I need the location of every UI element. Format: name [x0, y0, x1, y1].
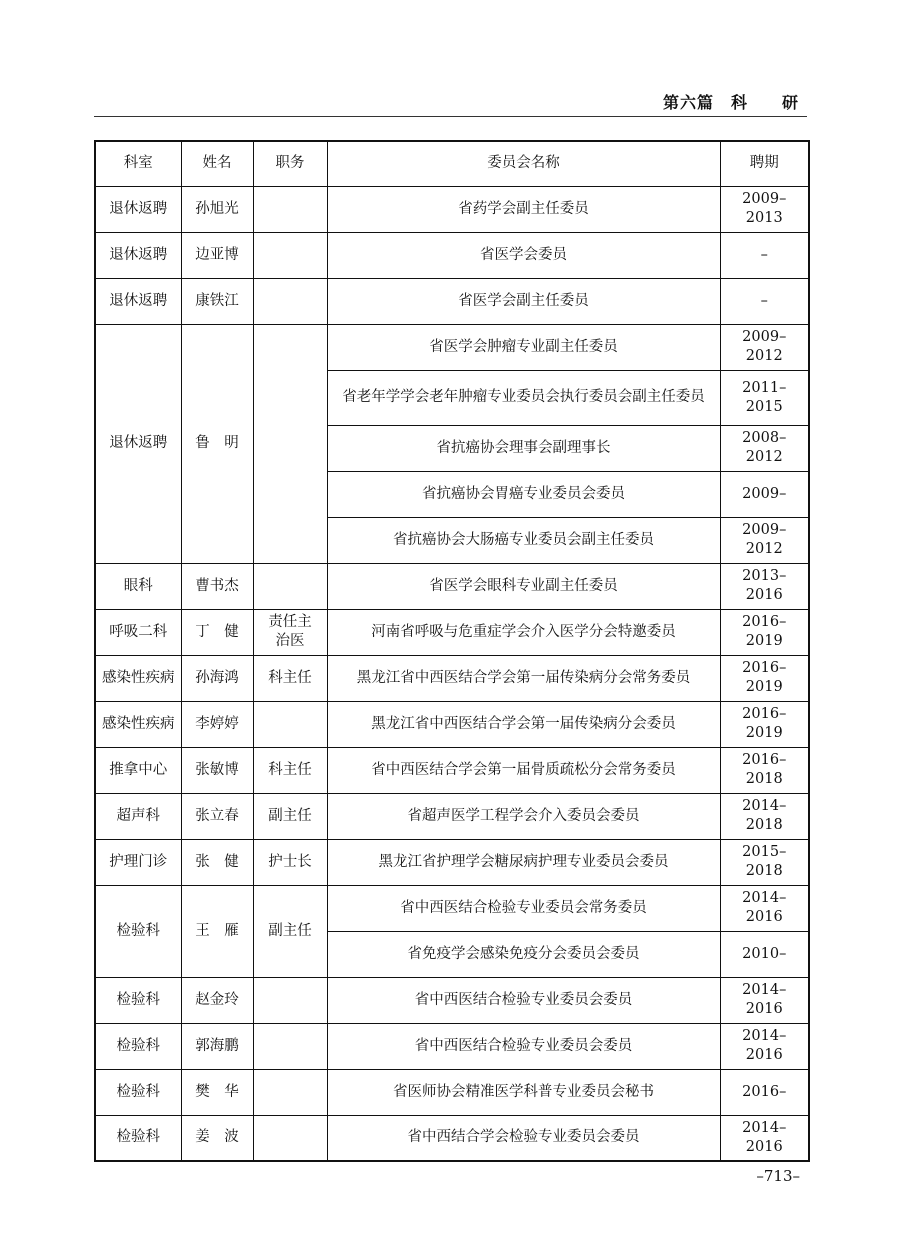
- committee-cell: 省中西结合学会检验专业委员会委员: [327, 1115, 720, 1161]
- table-row: [95, 1023, 809, 1069]
- committee-cell: 省医学会副主任委员: [327, 278, 720, 324]
- column-header-department: 科室: [95, 141, 181, 186]
- name-cell: 赵金玲: [181, 977, 253, 1023]
- term-cell: 2014–2018: [720, 793, 809, 839]
- committee-cell: 省抗癌协会理事会副理事长: [327, 425, 720, 471]
- name-cell: 王 雁: [181, 885, 253, 977]
- committee-cell: 省超声医学工程学会介入委员会委员: [327, 793, 720, 839]
- position-cell: 科主任: [253, 747, 327, 793]
- table-row: [95, 839, 809, 885]
- term-cell: 2011–2015: [720, 370, 809, 425]
- department-cell: 退休返聘: [95, 232, 181, 278]
- name-cell: 樊 华: [181, 1069, 253, 1115]
- column-header-committee: 委员会名称: [327, 141, 720, 186]
- position-cell: 科主任: [253, 655, 327, 701]
- term-cell: 2008–2012: [720, 425, 809, 471]
- table-row: [95, 977, 809, 1023]
- table-row: [95, 655, 809, 701]
- committee-cell: 省免疫学会感染免疫分会委员会委员: [327, 931, 720, 977]
- department-cell: 退休返聘: [95, 186, 181, 232]
- committee-cell: 省医师协会精准医学科普专业委员会秘书: [327, 1069, 720, 1115]
- table-row: [95, 885, 809, 931]
- term-cell: 2009–2012: [720, 517, 809, 563]
- committee-roster-table: [94, 140, 810, 1162]
- term-cell: 2016–2019: [720, 701, 809, 747]
- position-cell: [253, 701, 327, 747]
- position-cell: [253, 977, 327, 1023]
- table-row: [95, 609, 809, 655]
- position-cell: 护士长: [253, 839, 327, 885]
- committee-cell: 省老年学学会老年肿瘤专业委员会执行委员会副主任委员: [327, 370, 720, 425]
- name-cell: 曹书杰: [181, 563, 253, 609]
- committee-cell: 省抗癌协会大肠癌专业委员会副主任委员: [327, 517, 720, 563]
- term-cell: –: [720, 232, 809, 278]
- term-cell: 2009–2012: [720, 324, 809, 370]
- position-cell: 责任主治医: [253, 609, 327, 655]
- committee-cell: 黑龙江省中西医结合学会第一届传染病分会委员: [327, 701, 720, 747]
- section-title: 第六篇 科 研: [662, 93, 799, 112]
- running-header: [94, 88, 807, 117]
- name-cell: 张敏博: [181, 747, 253, 793]
- term-cell: 2009–: [720, 471, 809, 517]
- position-cell: [253, 1023, 327, 1069]
- term-cell: 2013–2016: [720, 563, 809, 609]
- table-row: [95, 278, 809, 324]
- term-cell: 2014–2016: [720, 1023, 809, 1069]
- term-cell: 2014–2016: [720, 1115, 809, 1161]
- name-cell: 边亚博: [181, 232, 253, 278]
- table-row: [95, 324, 809, 370]
- department-cell: 检验科: [95, 1023, 181, 1069]
- position-cell: [253, 278, 327, 324]
- name-cell: 张 健: [181, 839, 253, 885]
- committee-cell: 河南省呼吸与危重症学会介入医学分会特邀委员: [327, 609, 720, 655]
- department-cell: 退休返聘: [95, 324, 181, 563]
- department-cell: 感染性疾病: [95, 655, 181, 701]
- department-cell: 眼科: [95, 563, 181, 609]
- name-cell: 康铁江: [181, 278, 253, 324]
- table-row: [95, 747, 809, 793]
- term-cell: 2016–2019: [720, 655, 809, 701]
- name-cell: 姜 波: [181, 1115, 253, 1161]
- department-cell: 超声科: [95, 793, 181, 839]
- table-header-row: [95, 141, 809, 186]
- column-header-name: 姓名: [181, 141, 253, 186]
- name-cell: 张立春: [181, 793, 253, 839]
- committee-cell: 省中西医结合检验专业委员会委员: [327, 1023, 720, 1069]
- name-cell: 丁 健: [181, 609, 253, 655]
- term-cell: 2010–: [720, 931, 809, 977]
- table-row: [95, 701, 809, 747]
- department-cell: 护理门诊: [95, 839, 181, 885]
- committee-cell: 省医学会眼科专业副主任委员: [327, 563, 720, 609]
- page-number: –713–: [756, 1167, 800, 1185]
- term-cell: –: [720, 278, 809, 324]
- column-header-position: 职务: [253, 141, 327, 186]
- position-cell: [253, 1069, 327, 1115]
- committee-cell: 省医学会委员: [327, 232, 720, 278]
- table-row: [95, 793, 809, 839]
- department-cell: 推拿中心: [95, 747, 181, 793]
- committee-cell: 省医学会肿瘤专业副主任委员: [327, 324, 720, 370]
- committee-cell: 黑龙江省中西医结合学会第一届传染病分会常务委员: [327, 655, 720, 701]
- department-cell: 呼吸二科: [95, 609, 181, 655]
- department-cell: 退休返聘: [95, 278, 181, 324]
- column-header-term: 聘期: [720, 141, 809, 186]
- position-cell: [253, 186, 327, 232]
- name-cell: 李婷婷: [181, 701, 253, 747]
- department-cell: 检验科: [95, 977, 181, 1023]
- name-cell: 孙旭光: [181, 186, 253, 232]
- table-row: [95, 1069, 809, 1115]
- table-body: [95, 186, 809, 1161]
- table-row: [95, 1115, 809, 1161]
- term-cell: 2016–2019: [720, 609, 809, 655]
- term-cell: 2009–2013: [720, 186, 809, 232]
- table-row: [95, 232, 809, 278]
- position-cell: [253, 232, 327, 278]
- table-row: [95, 563, 809, 609]
- name-cell: 郭海鹏: [181, 1023, 253, 1069]
- committee-cell: 省中西医结合检验专业委员会常务委员: [327, 885, 720, 931]
- committee-cell: 黑龙江省护理学会糖尿病护理专业委员会委员: [327, 839, 720, 885]
- department-cell: 感染性疾病: [95, 701, 181, 747]
- term-cell: 2014–2016: [720, 977, 809, 1023]
- term-cell: 2016–: [720, 1069, 809, 1115]
- term-cell: 2014–2016: [720, 885, 809, 931]
- position-cell: [253, 563, 327, 609]
- position-cell: 副主任: [253, 793, 327, 839]
- name-cell: 孙海鸿: [181, 655, 253, 701]
- table-row: [95, 186, 809, 232]
- name-cell: 鲁 明: [181, 324, 253, 563]
- position-cell: 副主任: [253, 885, 327, 977]
- committee-cell: 省中西医结合学会第一届骨质疏松分会常务委员: [327, 747, 720, 793]
- department-cell: 检验科: [95, 1115, 181, 1161]
- term-cell: 2015–2018: [720, 839, 809, 885]
- committee-cell: 省抗癌协会胃癌专业委员会委员: [327, 471, 720, 517]
- position-cell: [253, 324, 327, 563]
- committee-cell: 省中西医结合检验专业委员会委员: [327, 977, 720, 1023]
- position-cell: [253, 1115, 327, 1161]
- department-cell: 检验科: [95, 885, 181, 977]
- term-cell: 2016–2018: [720, 747, 809, 793]
- department-cell: 检验科: [95, 1069, 181, 1115]
- committee-cell: 省药学会副主任委员: [327, 186, 720, 232]
